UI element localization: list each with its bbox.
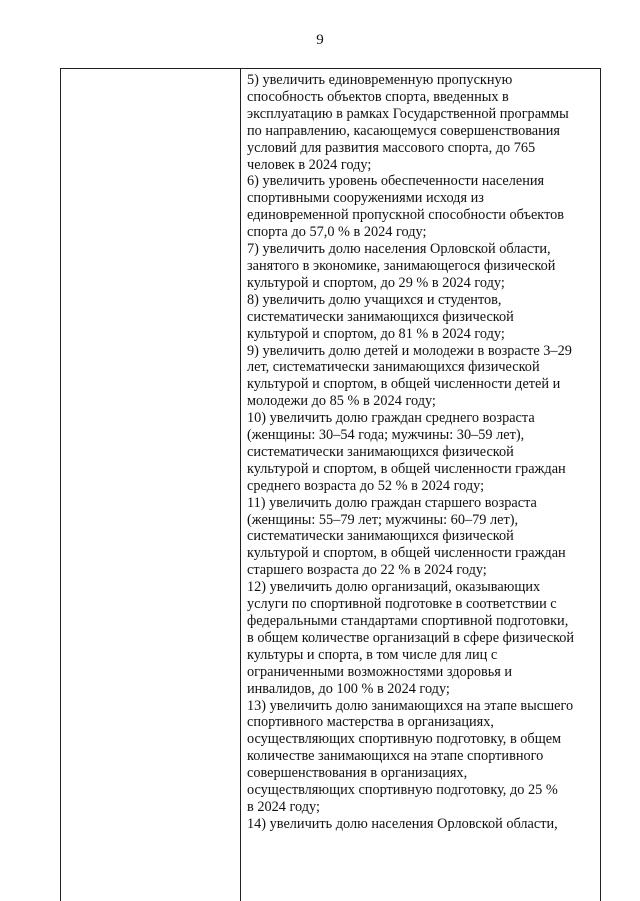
page-number: 9 xyxy=(316,32,324,48)
text-line: осуществляющих спортивную подготовку, в общем xyxy=(247,731,562,748)
text-line: способность объектов спорта, введенных в xyxy=(247,88,509,105)
list-item xyxy=(247,579,597,697)
list-item xyxy=(247,241,597,292)
text-line: 5) увеличить единовременную пропускную xyxy=(247,72,513,88)
text-line: среднего возраста до 52 % в 2024 году; xyxy=(247,477,485,494)
text-line: систематически занимающихся физической xyxy=(247,528,514,545)
text-line: 6) увеличить уровень обеспеченности населения xyxy=(247,173,545,190)
list-item xyxy=(247,698,597,816)
text-line: спортивного мастерства в организациях, xyxy=(247,714,494,731)
text-line: количестве занимающихся на этапе спортивного xyxy=(247,748,544,765)
text-line: культурой и спортом, в общей численности граждан xyxy=(247,545,566,562)
text-line: старшего возраста до 22 % в 2024 году; xyxy=(247,562,487,579)
text-line: 12) увеличить долю организаций, оказывающих xyxy=(247,579,541,596)
text-line: человек в 2024 году; xyxy=(247,156,372,173)
text-line: 14) увеличить долю населения Орловской области, xyxy=(247,815,558,832)
text-line: систематически занимающихся физической xyxy=(247,443,514,460)
text-line: услуги по спортивной подготовке в соответствии с xyxy=(247,596,557,613)
text-line: 7) увеличить долю населения Орловской области, xyxy=(247,241,551,258)
text-line: культурой и спортом, до 81 % в 2024 году; xyxy=(247,325,505,342)
text-line: 10) увеличить долю граждан среднего возраста xyxy=(247,410,535,427)
table-right-column xyxy=(247,72,597,833)
text-line: федеральными стандартами спортивной подготовки, xyxy=(247,613,569,629)
text-line: культурой и спортом, до 29 % в 2024 году; xyxy=(247,274,505,291)
text-line: в общем количестве организаций в сфере физической xyxy=(247,629,575,646)
text-line: культуры и спорта, в том числе для лиц с xyxy=(247,646,498,663)
list-item xyxy=(247,410,597,495)
text-line: систематически занимающихся физической xyxy=(247,308,514,325)
text-line: единовременной пропускной способности объектов xyxy=(247,207,565,224)
text-line: (женщины: 30–54 года; мужчины: 30–59 лет), xyxy=(247,427,525,444)
list-item xyxy=(247,495,597,580)
list-item xyxy=(247,72,597,173)
list-item xyxy=(247,292,597,343)
text-line: культурой и спортом, в общей численности граждан xyxy=(247,460,566,477)
text-line: лет, систематически занимающихся физической xyxy=(247,359,540,376)
text-line: молодежи до 85 % в 2024 году; xyxy=(247,393,436,410)
text-line: спортивными сооружениями исходя из xyxy=(247,190,484,207)
document-table xyxy=(60,68,601,901)
text-line: культурой и спортом, в общей численности детей и xyxy=(247,376,561,393)
list-item xyxy=(247,173,597,241)
text-line: эксплуатацию в рамках Государственной программы xyxy=(247,105,569,122)
list-item xyxy=(247,343,597,411)
text-line: в 2024 году; xyxy=(247,798,320,815)
table-left-column xyxy=(61,69,241,901)
text-line: ограниченными возможностями здоровья и xyxy=(247,663,513,680)
text-line: инвалидов, до 100 % в 2024 году; xyxy=(247,680,450,697)
text-line: 11) увеличить долю граждан старшего возраста xyxy=(247,494,537,511)
text-line: условий для развития массового спорта, до 765 xyxy=(247,139,536,156)
list-item xyxy=(247,816,597,833)
text-line: спорта до 57,0 % в 2024 году; xyxy=(247,224,427,241)
text-line: осуществляющих спортивную подготовку, до 25 % xyxy=(247,782,558,799)
text-line: (женщины: 55–79 лет; мужчины: 60–79 лет), xyxy=(247,511,519,528)
text-line: по направлению, касающемуся совершенствования xyxy=(247,122,561,139)
text-line: занятого в экономике, занимающегося физической xyxy=(247,257,556,274)
text-line: 13) увеличить долю занимающихся на этапе высшего xyxy=(247,697,574,714)
text-line: 8) увеличить долю учащихся и студентов, xyxy=(247,291,502,308)
text-line: 9) увеличить долю детей и молодежи в возрасте 3–29 xyxy=(247,342,572,359)
text-line: совершенствования в организациях, xyxy=(247,765,468,782)
